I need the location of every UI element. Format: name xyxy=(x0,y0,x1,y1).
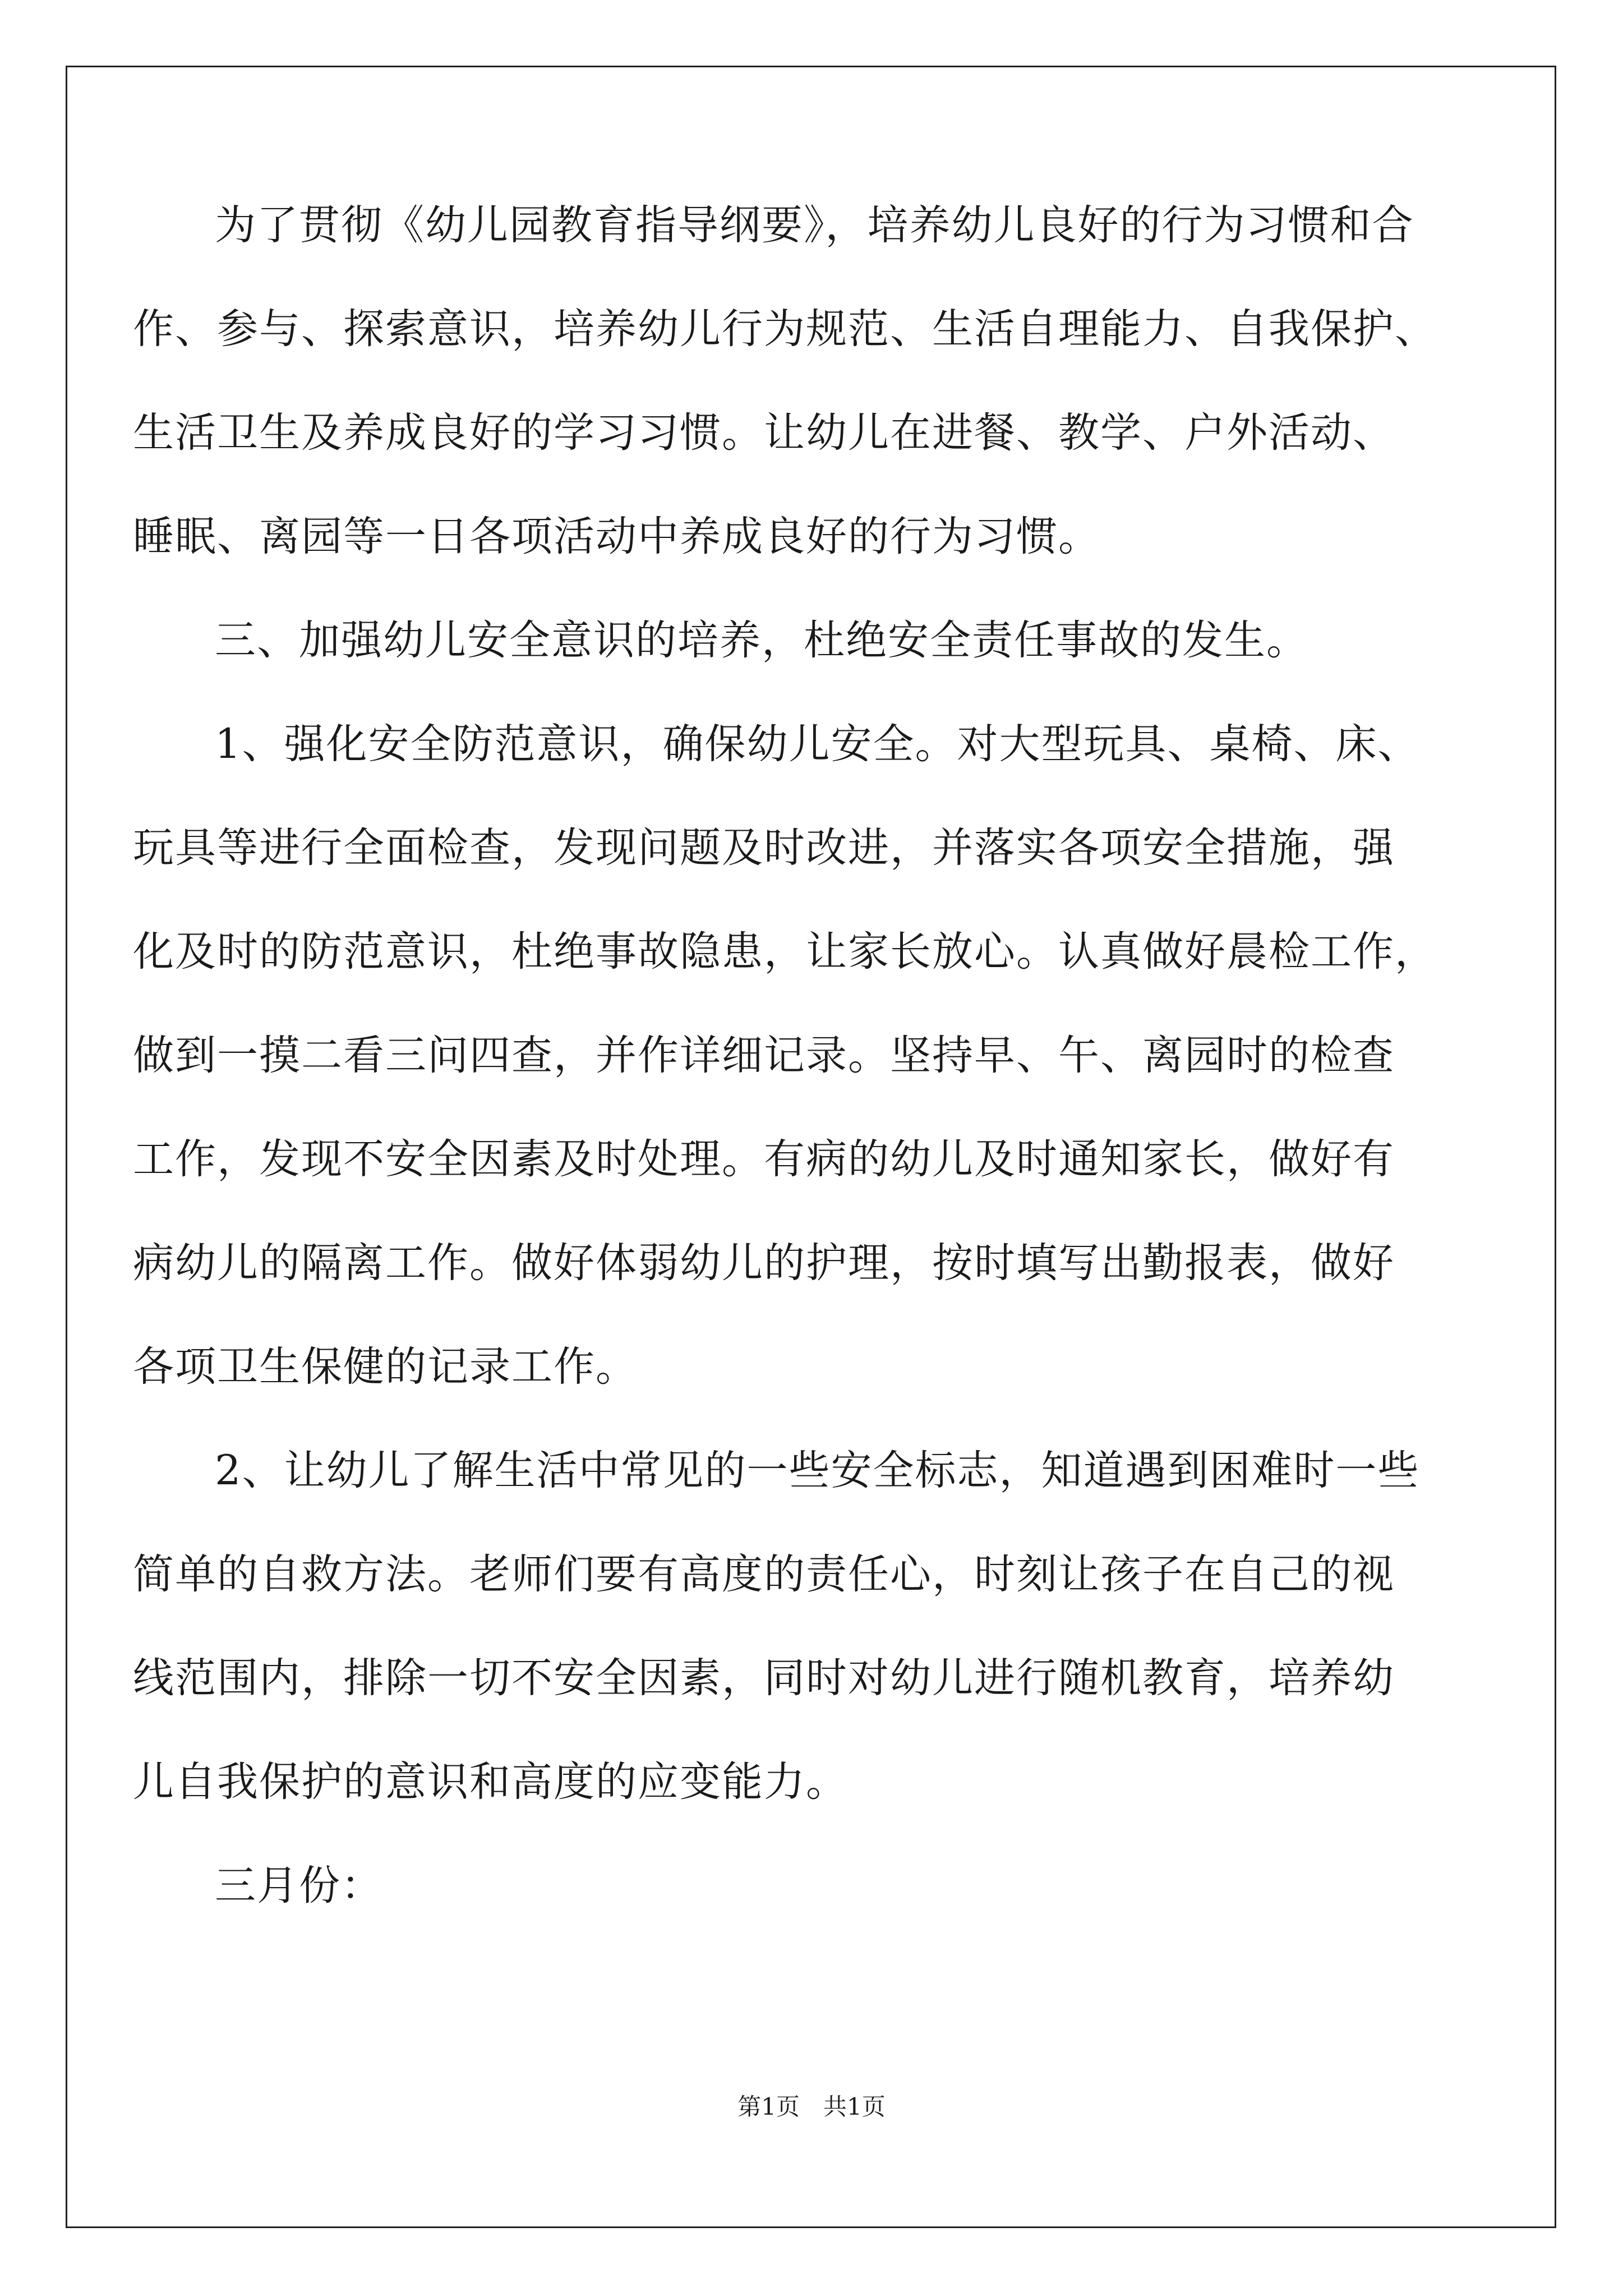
document-body xyxy=(133,201,1445,1969)
month-heading: 三月份： xyxy=(215,1862,383,1910)
page-number-footer: 第1页 共1页 xyxy=(737,2093,886,2120)
paragraph-1-line-3: 生活卫生及养成良好的学习习惯。让幼儿在进餐、教学、户外活动、 xyxy=(133,409,1395,457)
section-heading-3: 三、加强幼儿安全意识的培养，杜绝安全责任事故的发生。 xyxy=(215,616,1308,664)
paragraph-2-line-1: 1、强化安全防范意识，确保幼儿安全。对大型玩具、桌椅、床、 xyxy=(215,720,1420,768)
paragraph-3-line-1: 2、让幼儿了解生活中常见的一些安全标志，知道遇到困难时一些 xyxy=(215,1447,1420,1494)
paragraph-2-line-3: 化及时的防范意识，杜绝事故隐患，让家长放心。认真做好晨检工作， xyxy=(133,928,1437,976)
paragraph-1-line-1: 为了贯彻《幼儿园教育指导纲要》，培养幼儿良好的行为习惯和合 xyxy=(215,201,1414,249)
paragraph-3-line-4: 儿自我保护的意识和高度的应变能力。 xyxy=(133,1758,848,1806)
paragraph-2-line-7: 各项卫生保健的记录工作。 xyxy=(133,1343,638,1391)
paragraph-2-line-6: 病幼儿的隔离工作。做好体弱幼儿的护理，按时填写出勤报表，做好 xyxy=(133,1239,1395,1287)
paragraph-2-line-2: 玩具等进行全面检查，发现问题及时改进，并落实各项安全措施，强 xyxy=(133,824,1395,872)
paragraph-3-line-3: 线范围内，排除一切不安全因素，同时对幼儿进行随机教育，培养幼 xyxy=(133,1654,1395,1702)
paragraph-1-line-4: 睡眠、离园等一日各项活动中养成良好的行为习惯。 xyxy=(133,513,1100,560)
paragraph-2-line-4: 做到一摸二看三问四查，并作详细记录。坚持早、午、离园时的检查 xyxy=(133,1032,1395,1079)
paragraph-2-line-5: 工作，发现不安全因素及时处理。有病的幼儿及时通知家长，做好有 xyxy=(133,1135,1395,1183)
paragraph-3-line-2: 简单的自救方法。老师们要有高度的责任心，时刻让孩子在自己的视 xyxy=(133,1550,1395,1598)
paragraph-1-line-2: 作、参与、探索意识，培养幼儿行为规范、生活自理能力、自我保护、 xyxy=(133,305,1437,353)
